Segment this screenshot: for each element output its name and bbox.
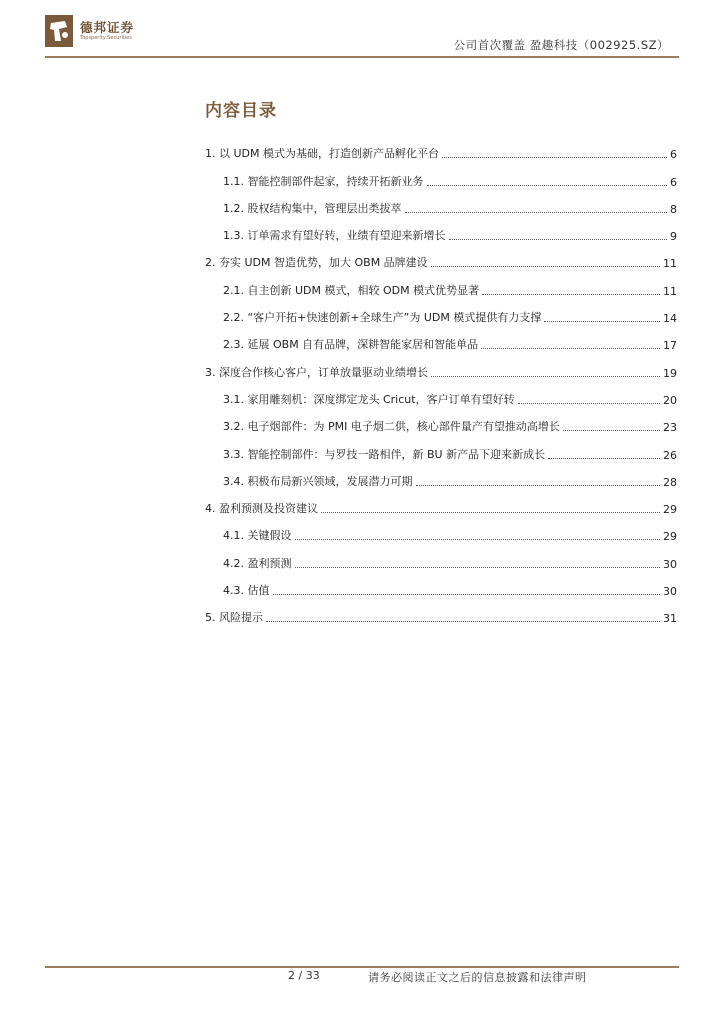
toc-dot-leader: [273, 594, 661, 595]
toc-dot-leader: [416, 485, 661, 486]
toc-entry-page: 30: [663, 585, 677, 599]
toc-entry[interactable]: [205, 325, 677, 352]
toc-entry-page: 8: [670, 202, 677, 216]
toc-entry-page: 29: [663, 503, 677, 517]
logo-text-en: Topsperity Securities: [80, 35, 132, 41]
toc-entry-page: 30: [663, 557, 677, 571]
toc-entry[interactable]: [205, 462, 677, 489]
company-logo: [45, 15, 157, 49]
toc-entry[interactable]: [205, 380, 677, 407]
toc-entry-label: 4.2. 盈利预测: [223, 556, 292, 570]
toc-entry-page: 9: [670, 230, 677, 244]
toc-entry-label: 3. 深度合作核心客户，订单放量驱动业绩增长: [205, 365, 428, 379]
toc-entry-page: 17: [663, 339, 677, 353]
toc-entry-label: 1. 以 UDM 模式为基础，打造创新产品孵化平台: [205, 147, 439, 161]
toc-entry[interactable]: [205, 489, 677, 516]
toc-dot-leader: [518, 403, 660, 404]
toc-entry-page: 29: [663, 530, 677, 544]
toc-entry[interactable]: [205, 571, 677, 598]
toc-entry-label: 1.1. 智能控制部件起家，持续开拓新业务: [223, 174, 424, 188]
table-of-contents: [205, 134, 677, 625]
toc-entry-label: 2.1. 自主创新 UDM 模式，相较 ODM 模式优势显著: [223, 283, 480, 297]
toc-entry-page: 19: [663, 366, 677, 380]
toc-entry-label: 4. 盈利预测及投资建议: [205, 502, 318, 516]
toc-entry-page: 11: [663, 257, 677, 271]
toc-title: 内容目录: [205, 101, 277, 121]
toc-entry[interactable]: [205, 352, 677, 379]
toc-dot-leader: [548, 458, 660, 459]
toc-entry-label: 3.3. 智能控制部件：与罗技一路相伴，新 BU 新产品下迎来新成长: [223, 447, 546, 461]
toc-entry[interactable]: [205, 434, 677, 461]
toc-entry-label: 3.1. 家用雕刻机：深度绑定龙头 Cricut，客户订单有望好转: [223, 392, 515, 406]
logo-mark-icon: [45, 15, 73, 47]
toc-dot-leader: [431, 266, 660, 267]
toc-dot-leader: [442, 157, 667, 158]
toc-dot-leader: [321, 512, 660, 513]
page-indicator: 2 / 33: [288, 969, 320, 982]
toc-entry-label: 1.3. 订单需求有望好转，业绩有望迎来新增长: [223, 229, 446, 243]
toc-entry-page: 6: [670, 148, 677, 162]
toc-dot-leader: [295, 567, 661, 568]
toc-entry-page: 6: [670, 175, 677, 189]
toc-dot-leader: [544, 321, 660, 322]
toc-entry-label: 5. 风险提示: [205, 611, 263, 625]
toc-entry-page: 28: [663, 475, 677, 489]
toc-entry-label: 3.2. 电子烟部件：为 PMI 电子烟二供，核心部件量产有望推动高增长: [223, 420, 560, 434]
toc-entry-label: 3.4. 积极布局新兴领域，发展潜力可期: [223, 474, 413, 488]
toc-dot-leader: [563, 430, 660, 431]
toc-dot-leader: [427, 185, 668, 186]
toc-dot-leader: [295, 539, 661, 540]
toc-dot-leader: [481, 348, 660, 349]
toc-entry-label: 4.1. 关键假设: [223, 529, 292, 543]
toc-entry-label: 1.2. 股权结构集中，管理层出类拔萃: [223, 201, 402, 215]
toc-entry[interactable]: [205, 543, 677, 570]
toc-dot-leader: [266, 621, 660, 622]
footer-divider: [45, 966, 679, 968]
toc-entry[interactable]: [205, 134, 677, 161]
logo-text-cn: 德邦证券: [80, 20, 135, 35]
toc-entry-label: 2.2. “客户开拓+快速创新+全球生产”为 UDM 模式提供有力支撑: [223, 311, 542, 325]
toc-entry[interactable]: [205, 161, 677, 188]
report-header-info: 公司首次覆盖 盈趣科技（002925.SZ）: [453, 38, 669, 52]
toc-entry-page: 31: [663, 612, 677, 626]
toc-entry-page: 23: [663, 421, 677, 435]
header-divider: [45, 56, 679, 58]
toc-entry[interactable]: [205, 298, 677, 325]
toc-dot-leader: [449, 239, 668, 240]
toc-entry[interactable]: [205, 516, 677, 543]
toc-entry[interactable]: [205, 407, 677, 434]
toc-entry[interactable]: [205, 598, 677, 625]
toc-dot-leader: [405, 212, 668, 213]
toc-dot-leader: [431, 376, 660, 377]
toc-entry-label: 4.3. 估值: [223, 584, 270, 598]
legal-notice: 请务必阅读正文之后的信息披露和法律声明: [368, 971, 587, 984]
toc-dot-leader: [482, 294, 660, 295]
toc-entry-page: 14: [663, 312, 677, 326]
toc-entry-page: 11: [663, 284, 677, 298]
toc-entry[interactable]: [205, 189, 677, 216]
toc-entry-label: 2. 夯实 UDM 智造优势，加大 OBM 品牌建设: [205, 256, 428, 270]
toc-entry-label: 2.3. 延展 OBM 自有品牌，深耕智能家居和智能单品: [223, 338, 479, 352]
toc-entry[interactable]: [205, 270, 677, 297]
toc-entry-page: 20: [663, 393, 677, 407]
toc-entry-page: 26: [663, 448, 677, 462]
toc-entry[interactable]: [205, 216, 677, 243]
toc-entry[interactable]: [205, 243, 677, 270]
